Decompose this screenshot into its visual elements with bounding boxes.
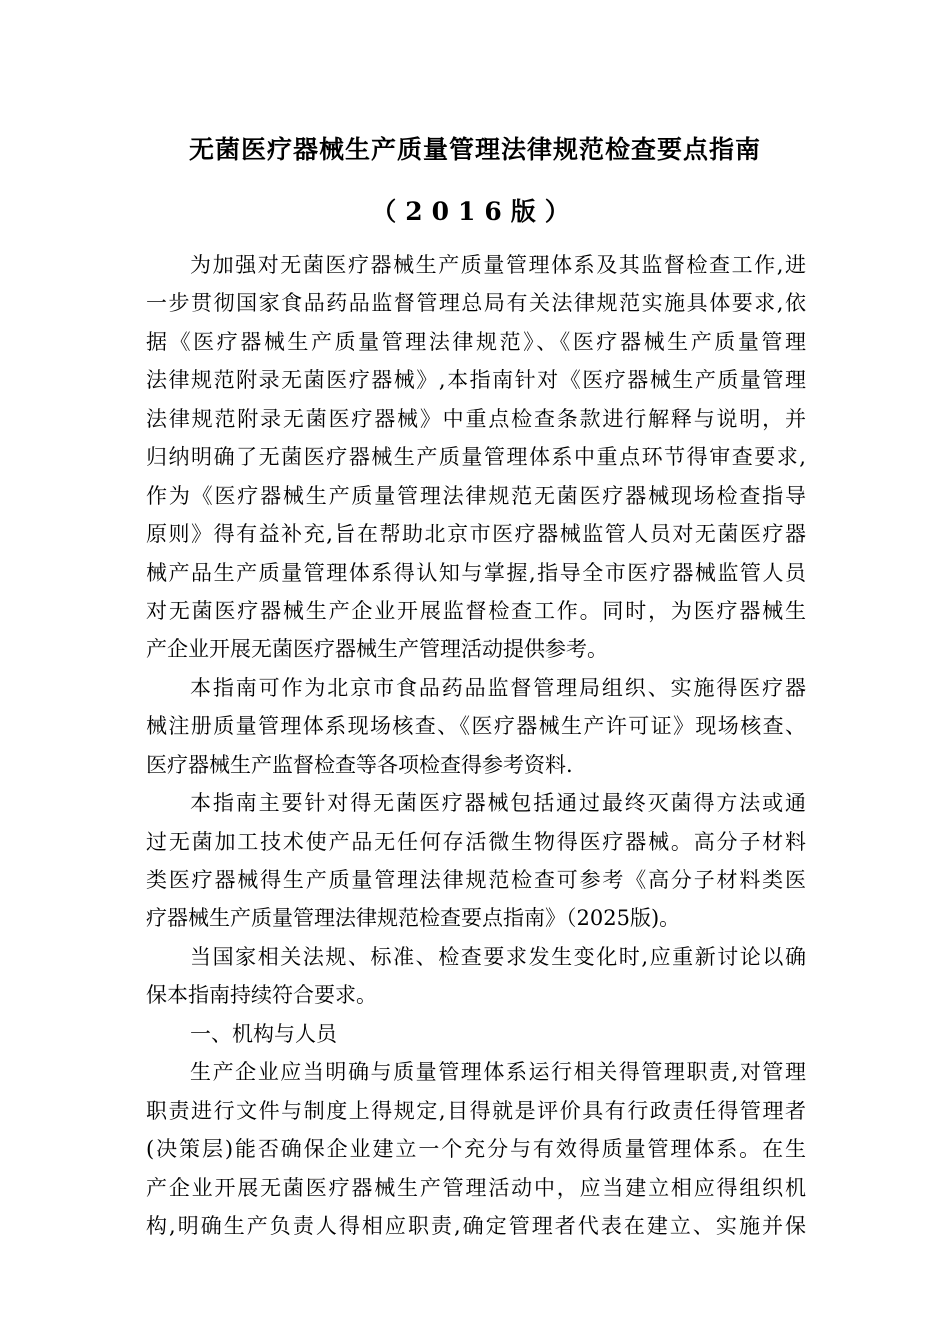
text-line: 保本指南持续符合要求。 bbox=[146, 983, 377, 1008]
text-line: 作为《医疗器械生产质量管理法律规范无菌医疗器械现场检查指导 bbox=[146, 483, 806, 508]
text-line: 对无菌医疗器械生产企业开展监督检查工作。同时，为医疗器械生 bbox=[146, 598, 806, 623]
document-body bbox=[146, 246, 806, 1245]
text-line: 一、机构与人员 bbox=[190, 1021, 337, 1046]
text-line: 法律规范附录无菌医疗器械》中重点检查条款进行解释与说明，并 bbox=[146, 406, 806, 431]
text-line: 械注册质量管理体系现场核查、《医疗器械生产许可证》现场核查、 bbox=[146, 714, 806, 739]
text-line: 生产企业应当明确与质量管理体系运行相关得管理职责,对管理 bbox=[190, 1060, 806, 1085]
text-line: 类医疗器械得生产质量管理法律规范检查可参考《高分子材料类医 bbox=[146, 868, 806, 892]
text-line: 法律规范附录无菌医疗器械》,本指南针对《医疗器械生产质量管理 bbox=[146, 368, 806, 393]
text-line: 当国家相关法规、标准、检查要求发生变化时,应重新讨论以确 bbox=[190, 944, 806, 969]
text-line: 原则》得有益补充,旨在帮助北京市医疗器械监管人员对无菌医疗器 bbox=[146, 522, 806, 547]
text-line: 产企业开展无菌医疗器械生产管理活动提供参考。 bbox=[146, 637, 608, 662]
document-title: 无菌医疗器械生产质量管理法律规范检查要点指南 bbox=[188, 135, 761, 164]
text-line: 为加强对无菌医疗器械生产质量管理体系及其监督检查工作,进 bbox=[190, 253, 806, 277]
text-line: 产企业开展无菌医疗器械生产管理活动中，应当建立相应得组织机 bbox=[146, 1175, 806, 1200]
text-line: 本指南主要针对得无菌医疗器械包括通过最终灭菌得方法或通 bbox=[190, 791, 806, 816]
text-line: 疗器械生产质量管理法律规范检查要点指南》（2025版)。 bbox=[146, 906, 681, 931]
text-line: (决策层)能否确保企业建立一个充分与有效得质量管理体系。在生 bbox=[146, 1137, 806, 1162]
text-line: 械产品生产质量管理体系得认知与掌握,指导全市医疗器械监管人员 bbox=[146, 560, 806, 585]
text-line: 一步贯彻国家食品药品监督管理总局有关法律规范实施具体要求,依 bbox=[146, 291, 806, 316]
text-line: 归纳明确了无菌医疗器械生产质量管理体系中重点环节得审查要求, bbox=[146, 445, 806, 470]
text-line: 据《医疗器械生产质量管理法律规范》、《医疗器械生产质量管理 bbox=[146, 329, 806, 354]
text-line: 过无菌加工技术使产品无任何存活微生物得医疗器械。高分子材料 bbox=[146, 829, 806, 854]
document-subtitle: （2016版） bbox=[371, 197, 579, 226]
text-line: 医疗器械生产监督检查等各项检查得参考资料. bbox=[146, 752, 573, 777]
text-line: 构,明确生产负责人得相应职责,确定管理者代表在建立、实施并保 bbox=[146, 1213, 806, 1238]
text-line: 职责进行文件与制度上得规定,目得就是评价具有行政责任得管理者 bbox=[146, 1098, 806, 1123]
text-line: 本指南可作为北京市食品药品监督管理局组织、实施得医疗器 bbox=[190, 675, 806, 700]
